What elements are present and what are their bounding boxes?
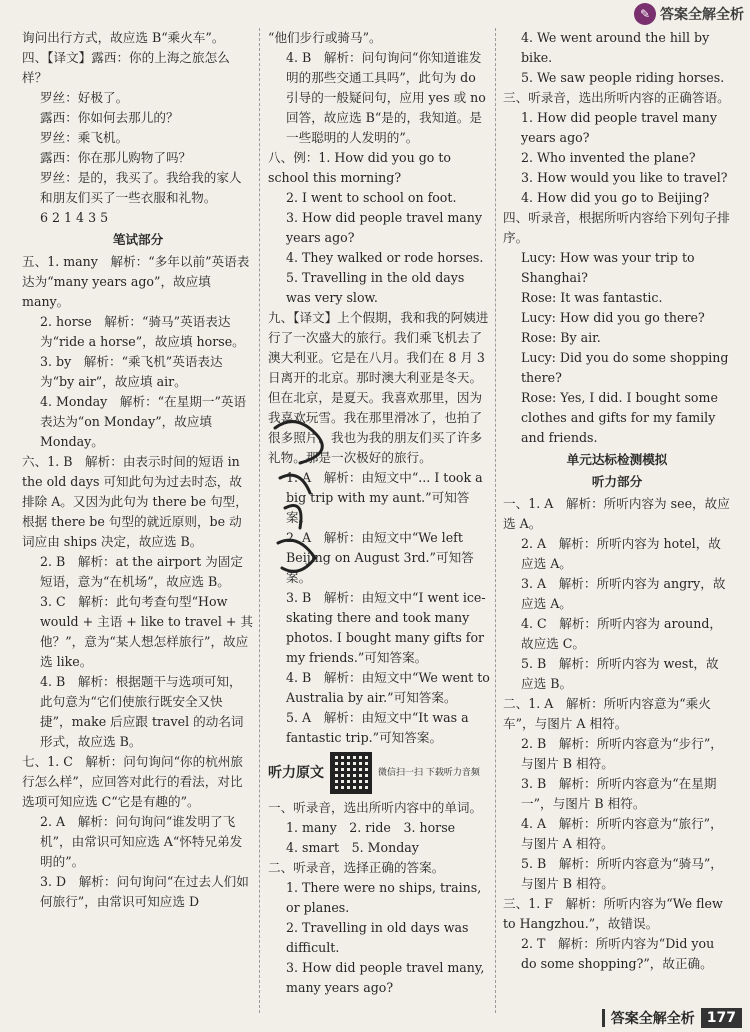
text-line: 二、1. A 解析：所听内容意为“乘火车”，与图片 A 相符。 [503, 696, 711, 731]
qr-caption: 微信扫一扫 下载听力音频 [378, 768, 480, 778]
text-line: 罗丝：好极了。 [40, 90, 129, 105]
text-line: “他们步行或骑马”。 [268, 30, 382, 45]
listening-title: 听力原文 [268, 765, 324, 781]
text-line: 3. A 解析：所听内容为 angry，故应选 A。 [521, 576, 726, 611]
text-line: 2. Travelling in old days was difficult. [286, 920, 469, 955]
text-line: 4. B 解析：根据题干与选项可知，此句意为“它们使旅行既安全又快捷”，make 后应跟 travel 的动名词形式，故应选 B。 [40, 674, 244, 749]
text-line: 3. D 解析：问句询问“在过去人们如何旅行”，由常识可知应选 D [40, 874, 249, 909]
text-line: 4. Monday 解析：“在星期一”英语表达为“on Monday”，故应填 Monday。 [40, 394, 247, 449]
text-line: 3. by 解析：“乘飞机”英语表达为“by air”，故应填 air。 [40, 354, 223, 389]
column-divider [495, 28, 496, 1013]
text-line: 3. How would you like to travel? [521, 170, 728, 185]
text-line: 2. A 解析：所听内容为 hotel，故应选 A。 [521, 536, 721, 571]
text-line: 2. B 解析：所听内容意为“步行”，与图片 B 相符。 [521, 736, 723, 771]
section-heading: 听力部分 [591, 474, 643, 489]
page-number: 177 [701, 1008, 742, 1028]
text-line: 露西：你在那儿购物了吗？ [40, 150, 192, 165]
text-line: Lucy: Did you do some shopping there? [521, 350, 729, 385]
text-line: 2. A 解析：由短文中“We left Beijing on August 3rd.”可知答案。 [286, 530, 474, 585]
text-line: 二、听录音，选择正确的答案。 [268, 860, 445, 875]
text-line: 6 2 1 4 3 5 [40, 210, 109, 225]
text-line: 5. Travelling in the old days was very slow. [286, 270, 465, 305]
text-line: 四、听录音，根据所听内容给下列句子排序。 [503, 210, 730, 245]
text-line: 5. B 解析：所听内容意为“骑马”，与图片 B 相符。 [521, 856, 723, 891]
text-line: 八、例：1. How did you go to school this morning? [268, 150, 451, 185]
text-line: Rose: It was fantastic. [521, 290, 663, 305]
text-line: 4. C 解析：所听内容为 around，故应选 C。 [521, 616, 722, 651]
text-line: 5. B 解析：所听内容为 west，故应选 B。 [521, 656, 719, 691]
text-line: 4. We went around the hill by bike. [521, 30, 710, 65]
handwriting-scribble [270, 408, 330, 588]
section-heading: 单元达标检测模拟 [566, 452, 668, 467]
listening-header [268, 752, 490, 794]
text-line: 七、1. C 解析：问句询问“你的杭州旅行怎么样”，应回答对此行的看法，对比选项可知应选 C“它是有趣的”。 [22, 754, 243, 809]
text-line: Rose: By air. [521, 330, 601, 345]
text-line: 3. B 解析：所听内容意为“在星期一”，与图片 B 相符。 [521, 776, 717, 811]
text-line: 4. B 解析：由短文中“We went to Australia by air.”可知答案。 [286, 670, 490, 705]
text-line: 1. There were no ships, trains, or planes. [286, 880, 482, 915]
text-line: 罗丝：乘飞机。 [40, 130, 129, 145]
text-line: 3. B 解析：由短文中“I went ice-skating there and took many photos. I bought many gifts for my friends.”可知答案。 [286, 590, 486, 665]
text-line: 2. B 解析：at the airport 为固定短语，意为“在机场”，故应选 B。 [40, 554, 243, 589]
footer [602, 1008, 742, 1028]
text-line: 3. How did people travel many years ago? [286, 210, 483, 245]
text-line: 九、【译文】上个假期，我和我的阿姨进行了一次盛大的旅行。我们乘飞机去了澳大利亚。它是在八月。我们在 8 月 3 日离开的北京。那时澳大利亚是冬天。但在北京，是夏天。我喜欢那里，因为我喜欢玩雪。我在那里滑冰了，也拍了很多照片。我也为我的朋友们买了许多礼物。那是一次极好的旅行。 [268, 310, 489, 465]
column-divider [259, 28, 260, 1013]
text-line: 1. How did people travel many years ago? [521, 110, 718, 145]
text-line: 2. horse 解析：“骑马”英语表达为“ride a horse”，故应填 horse。 [40, 314, 245, 349]
text-line: 4. A 解析：所听内容意为“旅行”，与图片 A 相符。 [521, 816, 723, 851]
footer-bar [602, 1009, 605, 1027]
text-line: 3. C 解析：此句考查句型“How would + 主语 + like to travel + 其他？”，意为“某人想怎样旅行”，故应选 like。 [40, 594, 253, 669]
text-line: 一、听录音，选出所听内容中的单词。 [268, 800, 483, 815]
text-line: 4. smart 5. Monday [286, 840, 419, 855]
book-logo-icon: ✎ [634, 3, 656, 25]
section-heading: 笔试部分 [112, 232, 164, 247]
text-line: 3. How did people travel many, many years ago? [286, 960, 485, 995]
text-line: 罗丝：是的，我买了。我给我的家人和朋友们买了一些衣服和礼物。 [40, 170, 242, 205]
qr-code-icon[interactable] [330, 752, 372, 794]
text-line: 露西：你如何去那儿的？ [40, 110, 179, 125]
column-3 [503, 28, 731, 974]
text-line: 五、1. many 解析：“多年以前”英语表达为“many years ago”，故应填 many。 [22, 254, 250, 309]
text-line: 2. T 解析：所听内容为“Did you do some shopping?”，故正确。 [521, 936, 715, 971]
header-title: 答案全解全析 [660, 7, 744, 23]
text-line: 2. Who invented the plane? [521, 150, 696, 165]
text-line: Rose: Yes, I did. I bought some clothes and gifts for my family and friends. [521, 390, 718, 445]
text-line: 三、1. F 解析：所听内容为“We flew to Hangzhou.”，故错误。 [503, 896, 723, 931]
text-line: 5. We saw people riding horses. [521, 70, 725, 85]
text-line: 1. many 2. ride 3. horse [286, 820, 456, 835]
text-line: 六、1. B 解析：由表示时间的短语 in the old days 可知此句为过去时态，故排除 A。又因为此句为 there be 句型，根据 there be 句型的就近原则，be 动词应由 ships 决定，故应选 B。 [22, 454, 248, 549]
footer-title: 答案全解全析 [610, 1011, 695, 1027]
text-line: Lucy: How was your trip to Shanghai? [521, 250, 695, 285]
column-1 [22, 28, 254, 912]
text-line: 询问出行方式，故应选 B“乘火车”。 [22, 30, 225, 45]
text-line: 三、听录音，选出所听内容的正确答语。 [503, 90, 730, 105]
text-line: 1. A 解析：由短文中“... I took a big trip with my aunt.”可知答案。 [286, 470, 483, 525]
text-line: 4. They walked or rode horses. [286, 250, 484, 265]
text-line: Lucy: How did you go there? [521, 310, 705, 325]
text-line: 4. How did you go to Beijing? [521, 190, 710, 205]
text-line: 2. A 解析：问句询问“谁发明了飞机”，由常识可知应选 A“怀特兄弟发明的”。 [40, 814, 243, 869]
text-line: 四、【译文】露西：你的上海之旅怎么样？ [22, 50, 230, 85]
text-line: 4. B 解析：问句询问“你知道谁发明的那些交通工具吗”，此句为 do 引导的一般疑问句，应用 yes 或 no 回答，故应选 B“是的，我知道。是一些聪明的人发明的”。 [286, 50, 486, 145]
text-line: 一、1. A 解析：所听内容为 see，故应选 A。 [503, 496, 730, 531]
header [634, 3, 744, 25]
text-line: 2. I went to school on foot. [286, 190, 457, 205]
text-line: 5. A 解析：由短文中“It was a fantastic trip.”可知答案。 [286, 710, 469, 745]
